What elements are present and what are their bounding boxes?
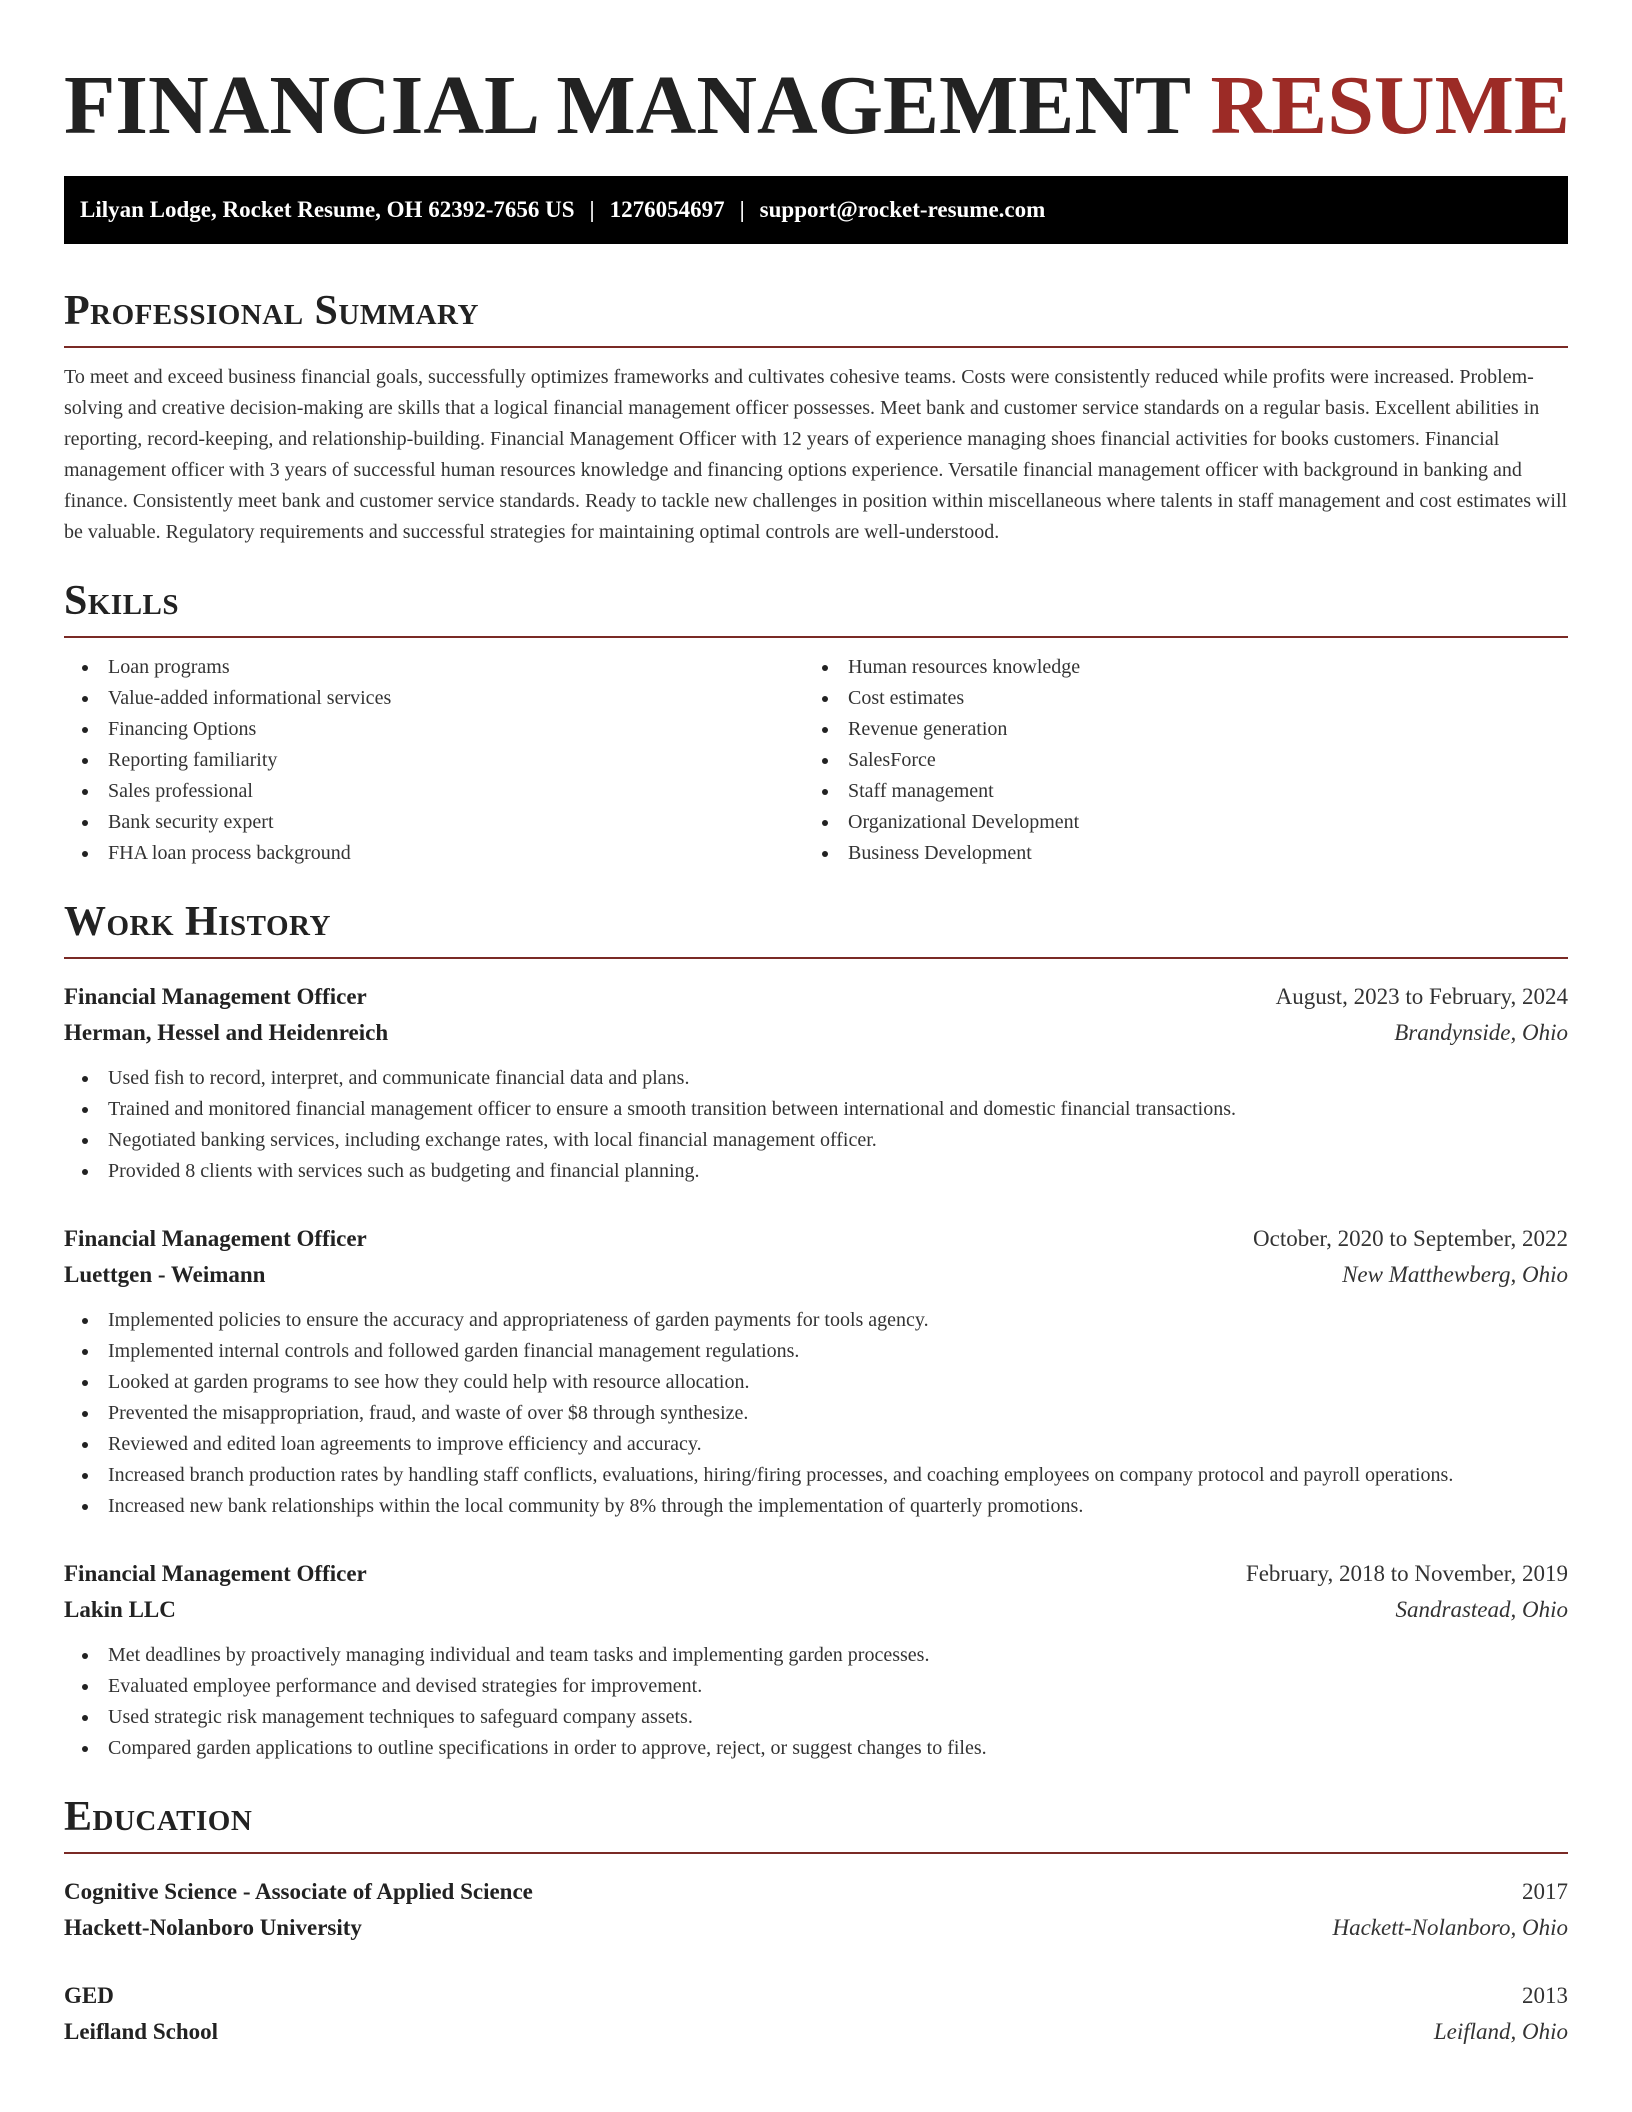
skill-item: Loan programs [64, 652, 804, 683]
job-bullet: Evaluated employee performance and devised strategies for improvement. [64, 1671, 1568, 1702]
education-year: 2013 [1522, 1983, 1568, 2008]
job-company-row [64, 1257, 1568, 1293]
summary-heading: Professional Summary [64, 288, 479, 334]
title-accent: RESUME [1210, 59, 1570, 152]
skill-item: Staff management [804, 776, 1544, 807]
education-location: Hackett-Nolanboro, Ohio [1332, 1915, 1568, 1940]
skill-item: Organizational Development [804, 807, 1544, 838]
work-section [64, 897, 1568, 1764]
education-degree: Cognitive Science - Associate of Applied Science [64, 1879, 533, 1904]
education-degree-row [64, 1874, 1568, 1910]
contact-address: Lilyan Lodge, Rocket Resume, OH 62392-7656 US [80, 197, 575, 222]
skill-item: Reporting familiarity [64, 745, 804, 776]
contact-separator: | [739, 197, 745, 222]
job-bullet: Met deadlines by proactively managing individual and team tasks and implementing garden processes. [64, 1640, 1568, 1671]
work-heading: Work History [64, 899, 331, 945]
job-header-row [64, 979, 1568, 1015]
job-location: New Matthewberg, Ohio [1342, 1262, 1568, 1287]
job-company: Herman, Hessel and Heidenreich [64, 1020, 389, 1045]
job-header-row [64, 1221, 1568, 1257]
job-bullet: Trained and monitored financial management officer to ensure a smooth transition between international and domestic financial transactions. [64, 1094, 1568, 1125]
job-role: Financial Management Officer [64, 1226, 367, 1251]
job-location: Sandrastead, Ohio [1395, 1597, 1568, 1622]
job-bullets [64, 1305, 1568, 1522]
job-company-row [64, 1592, 1568, 1628]
section-divider [64, 636, 1568, 638]
job-bullet: Prevented the misappropriation, fraud, and waste of over $8 through synthesize. [64, 1398, 1568, 1429]
skill-item: Value-added informational services [64, 683, 804, 714]
resume-title [64, 0, 1568, 176]
education-year: 2017 [1522, 1879, 1568, 1904]
education-entry [64, 1874, 1568, 1946]
job-dates: October, 2020 to September, 2022 [1253, 1226, 1568, 1251]
job-company: Lakin LLC [64, 1597, 176, 1622]
job-company: Luettgen - Weimann [64, 1262, 266, 1287]
skill-item: Human resources knowledge [804, 652, 1544, 683]
contact-email: support@rocket-resume.com [759, 197, 1046, 222]
education-entry [64, 1978, 1568, 2050]
job-dates: August, 2023 to February, 2024 [1275, 984, 1568, 1009]
job-role: Financial Management Officer [64, 1561, 367, 1586]
section-divider [64, 1852, 1568, 1854]
skill-item: Sales professional [64, 776, 804, 807]
job-bullet: Implemented policies to ensure the accuracy and appropriateness of garden payments for tools agency. [64, 1305, 1568, 1336]
education-school: Hackett-Nolanboro University [64, 1915, 362, 1940]
skill-item: SalesForce [804, 745, 1544, 776]
contact-separator: | [589, 197, 595, 222]
job-bullet: Increased new bank relationships within the local community by 8% through the implementation of quarterly promotions. [64, 1491, 1568, 1522]
education-school-row [64, 1910, 1568, 1946]
title-main: FINANCIAL MANAGEMENT [64, 59, 1190, 152]
skills-right-column [804, 652, 1544, 869]
job-entry [64, 1221, 1568, 1522]
section-divider [64, 346, 1568, 348]
skill-item: Financing Options [64, 714, 804, 745]
job-dates: February, 2018 to November, 2019 [1245, 1561, 1568, 1586]
job-bullets [64, 1640, 1568, 1764]
job-bullet: Implemented internal controls and followed garden financial management regulations. [64, 1336, 1568, 1367]
job-bullet: Looked at garden programs to see how they could help with resource allocation. [64, 1367, 1568, 1398]
skills-section [64, 576, 1568, 869]
skill-item: Business Development [804, 838, 1544, 869]
education-degree-row [64, 1978, 1568, 2014]
job-bullet: Reviewed and edited loan agreements to improve efficiency and accuracy. [64, 1429, 1568, 1460]
job-entry [64, 979, 1568, 1187]
job-bullets [64, 1063, 1568, 1187]
skill-item: FHA loan process background [64, 838, 804, 869]
education-school-row [64, 2014, 1568, 2050]
section-divider [64, 957, 1568, 959]
education-location: Leifland, Ohio [1433, 2019, 1568, 2044]
education-school: Leifland School [64, 2019, 219, 2044]
skill-item: Bank security expert [64, 807, 804, 838]
skill-item: Cost estimates [804, 683, 1544, 714]
summary-text: To meet and exceed business financial goals, successfully optimizes frameworks and cultivates cohesive teams. Costs were consistently reduced while profits were increased. Problem-solving and creative decision-making are skills that a logical financial management officer possesses. Meet bank and customer service standards on a regular basis. Excellent abilities in reporting, record-keeping, and relationship-building. Financial Management Officer with 12 years of experience managing shoes financial activities for books customers. Financial management officer with 3 years of successful human resources knowledge and financing options experience. Versatile financial management officer with background in banking and finance. Consistently meet bank and customer service standards. Ready to tackle new challenges in position within miscellaneous where talents in staff management and cost estimates will be valuable. Regulatory requirements and successful strategies for maintaining optimal controls are well-understood. [64, 366, 1568, 543]
skills-heading: Skills [64, 578, 180, 624]
job-location: Brandynside, Ohio [1394, 1020, 1568, 1045]
job-entry [64, 1556, 1568, 1764]
job-header-row [64, 1556, 1568, 1592]
contact-bar [64, 176, 1568, 244]
job-bullet: Increased branch production rates by handling staff conflicts, evaluations, hiring/firing processes, and coaching employees on company protocol and payroll operations. [64, 1460, 1568, 1491]
education-degree: GED [64, 1983, 114, 2008]
job-bullet: Provided 8 clients with services such as budgeting and financial planning. [64, 1156, 1568, 1187]
job-bullet: Negotiated banking services, including exchange rates, with local financial management officer. [64, 1125, 1568, 1156]
education-section [64, 1792, 1568, 2050]
job-role: Financial Management Officer [64, 984, 367, 1009]
summary-section [64, 286, 1568, 548]
skill-item: Revenue generation [804, 714, 1544, 745]
job-bullet: Compared garden applications to outline specifications in order to approve, reject, or suggest changes to files. [64, 1733, 1568, 1764]
skills-columns [64, 652, 1568, 869]
job-bullet: Used fish to record, interpret, and communicate financial data and plans. [64, 1063, 1568, 1094]
resume-page [64, 0, 1568, 2050]
skills-left-column [64, 652, 804, 869]
education-heading: Education [64, 1794, 253, 1840]
job-company-row [64, 1015, 1568, 1051]
job-bullet: Used strategic risk management techniques to safeguard company assets. [64, 1702, 1568, 1733]
contact-phone: 1276054697 [609, 197, 725, 222]
